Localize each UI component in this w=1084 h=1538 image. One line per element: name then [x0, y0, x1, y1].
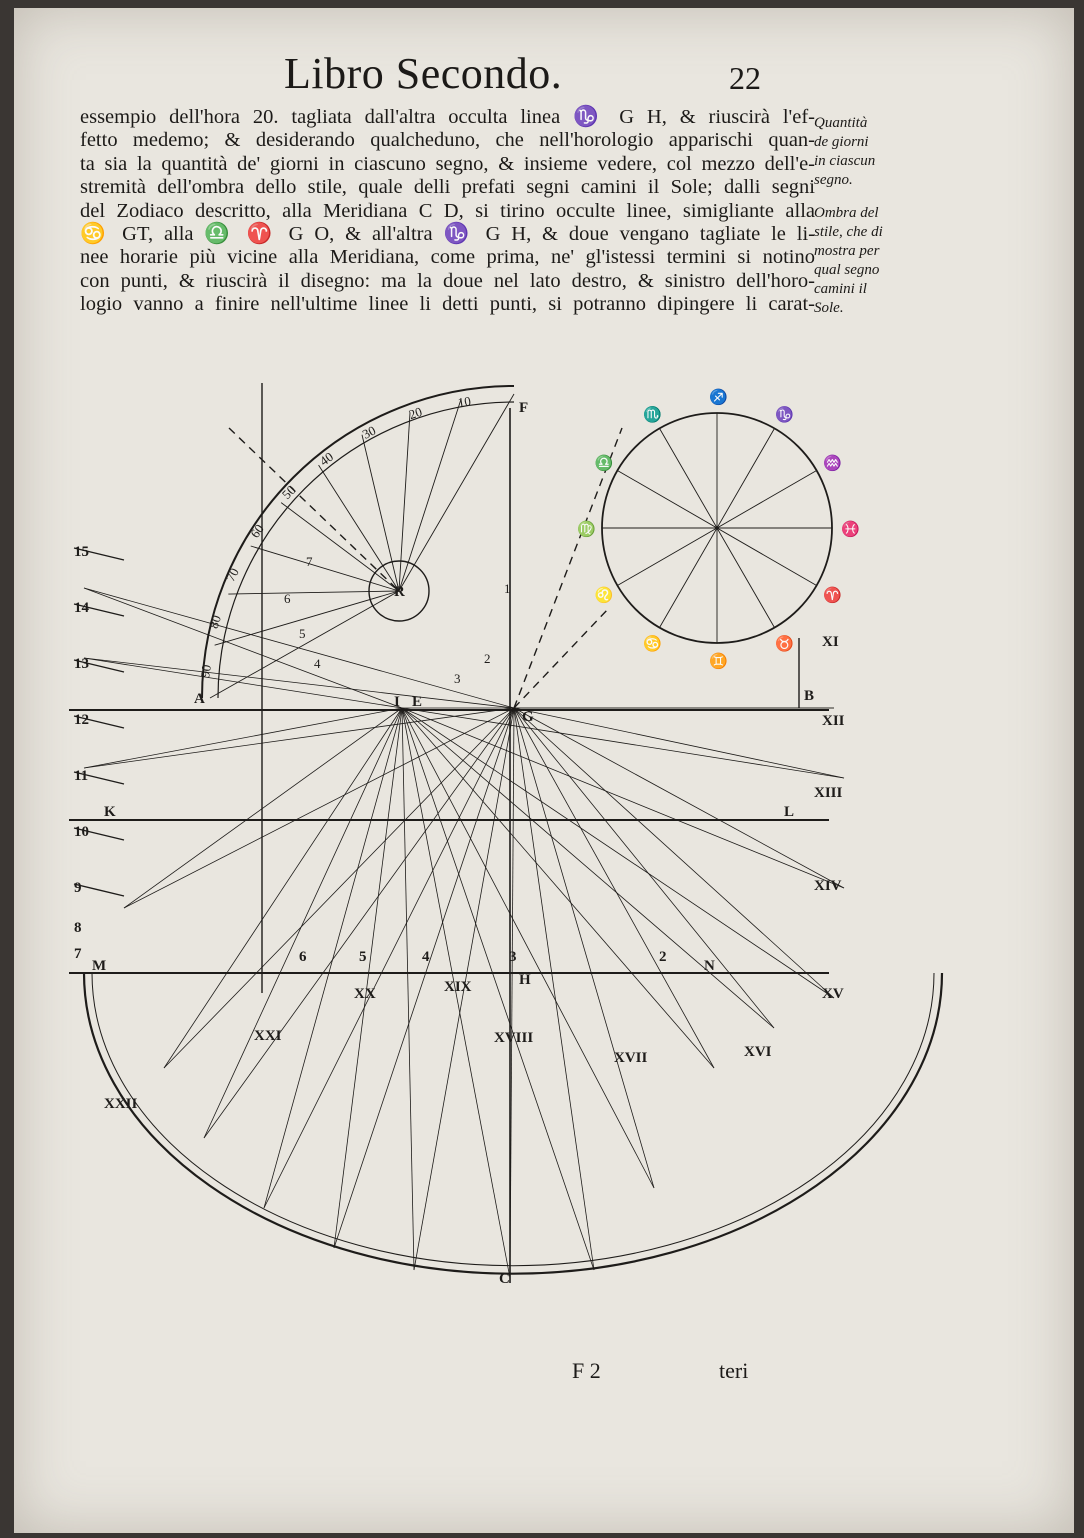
marginal-line: qual segno	[814, 262, 880, 278]
hour-line	[84, 658, 402, 708]
body-line: con punti, & riuscirà il disegno: ma la doue nel lato destro, & sinistro dell'horo-	[80, 269, 815, 292]
arc-scale-label: 60	[247, 521, 267, 541]
hour-line	[84, 588, 402, 708]
arc-ray	[228, 591, 399, 594]
hour-line	[514, 708, 714, 1068]
hour-line	[124, 708, 514, 908]
left-hour-number: 8	[74, 920, 82, 936]
center-hour-number: 4	[422, 949, 430, 965]
hour-line	[84, 588, 514, 708]
hour-line	[334, 708, 402, 1248]
hour-line	[514, 708, 834, 998]
zodiac-sign: ♐	[709, 390, 728, 406]
zodiac-sign: ♏	[643, 407, 662, 424]
arc-ray	[251, 546, 399, 591]
arc-scale-label: 80	[205, 613, 225, 631]
small-arc-number: 7	[306, 554, 313, 569]
arc-ray	[399, 412, 410, 591]
arc-ray	[319, 465, 399, 591]
marginal-line: stile, che di	[814, 224, 883, 240]
sundial-diagram	[14, 8, 1074, 1533]
point-label: N	[704, 958, 715, 974]
arc-ray	[399, 394, 514, 591]
body-line: fetto medemo; & desiderando qualcheduno, che nell'horologio apparischi quan-	[80, 129, 815, 152]
catchword: teri	[719, 1358, 749, 1383]
zodiac-sign: ♌	[594, 588, 614, 604]
point-label: G	[522, 709, 534, 725]
arc-scale-label: 30	[359, 422, 379, 442]
roman-numeral: XVI	[744, 1044, 772, 1060]
hour-stub	[74, 884, 124, 896]
point-label: A	[194, 691, 205, 707]
roman-numeral: XIV	[814, 878, 842, 894]
left-hour-number: 15	[74, 544, 89, 560]
body-line: nee horarie più vicine alla Meridiana, come prima, ne' gl'istessi termini si notino	[80, 246, 815, 269]
point-label: H	[519, 972, 531, 988]
hour-line	[204, 708, 402, 1138]
point-label: M	[92, 958, 107, 974]
hour-line	[84, 658, 514, 708]
left-hour-number: 13	[74, 656, 89, 672]
roman-numeral: XX	[354, 986, 376, 1002]
zodiac-sign: ♑	[775, 407, 794, 424]
hour-line	[514, 708, 844, 888]
roman-numeral: XI	[822, 634, 839, 650]
point-label: L	[784, 804, 795, 820]
roman-numeral: XXII	[104, 1096, 138, 1112]
hour-line	[402, 708, 414, 1270]
left-hour-number: 10	[74, 824, 89, 840]
roman-numeral: XIX	[444, 979, 472, 995]
hour-line	[402, 708, 844, 888]
page-number: 22	[729, 60, 761, 96]
center-hour-number: 2	[659, 949, 667, 965]
center-hour-number: 6	[299, 949, 307, 965]
zodiac-sign: ♉	[775, 636, 794, 653]
lower-semicircle-inner	[92, 973, 934, 1266]
point-label: E	[412, 694, 423, 710]
body-line: stremità dell'ombra dello stile, quale delli prefati segni camini il Sole; dalli segni	[80, 176, 815, 199]
body-line: ♋ GT, alla ♎ ♈ G O, & all'altra ♑ G H, & doue vengano tagliate le li-	[80, 223, 815, 246]
small-arc-number: 1	[504, 581, 511, 596]
small-arc-number: 4	[314, 656, 321, 671]
hour-line	[514, 708, 654, 1188]
marginal-line: de giorni	[814, 134, 869, 150]
left-hour-number: 9	[74, 880, 82, 896]
small-arc-number: 5	[299, 626, 306, 641]
point-label: C	[499, 1271, 510, 1287]
zodiac-sign: ♒	[823, 456, 843, 472]
zodiac-sign: ♍	[577, 522, 596, 538]
hour-line	[264, 708, 402, 1208]
zodiac-sign: ♎	[594, 456, 614, 472]
hour-line	[164, 708, 402, 1068]
hour-line	[402, 708, 654, 1188]
hour-line	[84, 708, 514, 768]
center-hour-number: 3	[509, 949, 517, 965]
marginal-line: in ciascun	[814, 153, 876, 169]
hour-line	[402, 708, 834, 998]
roman-numeral: XXI	[254, 1028, 282, 1044]
hour-line	[334, 708, 514, 1248]
hour-line	[514, 708, 844, 778]
roman-numeral: XIII	[814, 785, 843, 801]
point-label: B	[804, 688, 815, 704]
marginal-line: Quantità	[814, 115, 868, 131]
roman-numeral: XII	[822, 713, 845, 729]
roman-numeral: XVIII	[494, 1030, 534, 1046]
body-line: ta sia la quantità de' giorni in ciascuno segno, & insieme vedere, col mezzo dell'e-	[80, 152, 815, 175]
left-hour-number: 11	[74, 768, 89, 784]
hour-line	[402, 708, 594, 1270]
zodiac-sign: ♋	[643, 636, 662, 653]
signature-mark: F 2	[572, 1358, 601, 1383]
marginal-line: Sole.	[814, 300, 844, 316]
point-label: F	[519, 400, 529, 416]
point-label: R	[394, 584, 405, 600]
point-label: K	[104, 804, 116, 820]
body-line: essempio dell'hora 20. tagliata dall'altra occulta linea ♑ G H, & riuscirà l'ef-	[80, 106, 815, 128]
zodiac-sign: ♊	[709, 654, 728, 670]
dashed-line	[229, 428, 399, 591]
arc-ray	[215, 591, 399, 645]
arc-scale-label: 10	[456, 393, 472, 411]
point-label: I	[394, 694, 400, 710]
arc-scale-label: 90	[197, 663, 215, 679]
hour-line	[164, 708, 514, 1068]
dashed-line	[514, 608, 609, 708]
center-hour-number: 5	[359, 949, 367, 965]
arc-scale-label: 50	[278, 482, 299, 502]
marginal-line: segno.	[814, 172, 853, 188]
roman-numeral: XVII	[614, 1050, 648, 1066]
arc-ray	[399, 399, 461, 591]
upper-arc	[202, 386, 514, 698]
hour-line	[124, 708, 402, 908]
zodiac-sign: ♓	[841, 522, 860, 538]
zodiac-sign: ♈	[823, 588, 843, 604]
marginal-line: mostra per	[814, 243, 880, 259]
running-head: Libro Secondo.	[284, 49, 563, 98]
left-hour-number: 12	[74, 712, 89, 728]
small-arc-number: 3	[454, 671, 461, 686]
body-line: del Zodiaco descritto, alla Meridiana C D, si tirino occulte linee, simigliante alla	[80, 199, 815, 222]
body-line: logio vanno a finire nell'ultime linee li detti punti, si potranno dipingere li carat-	[80, 293, 815, 316]
marginal-line: camini il	[814, 281, 867, 297]
arc-scale-label: 40	[316, 448, 337, 469]
marginal-line: Ombra del	[814, 205, 879, 221]
arc-scale-label: 20	[406, 403, 424, 423]
small-arc-number: 6	[284, 591, 291, 606]
arc-scale-label: 70	[222, 565, 242, 584]
roman-numeral: XV	[822, 986, 844, 1002]
book-page	[14, 8, 1074, 1533]
hour-line	[84, 708, 402, 768]
small-arc-number: 2	[484, 651, 491, 666]
left-hour-number: 14	[74, 600, 89, 616]
left-hour-number: 7	[74, 946, 82, 962]
